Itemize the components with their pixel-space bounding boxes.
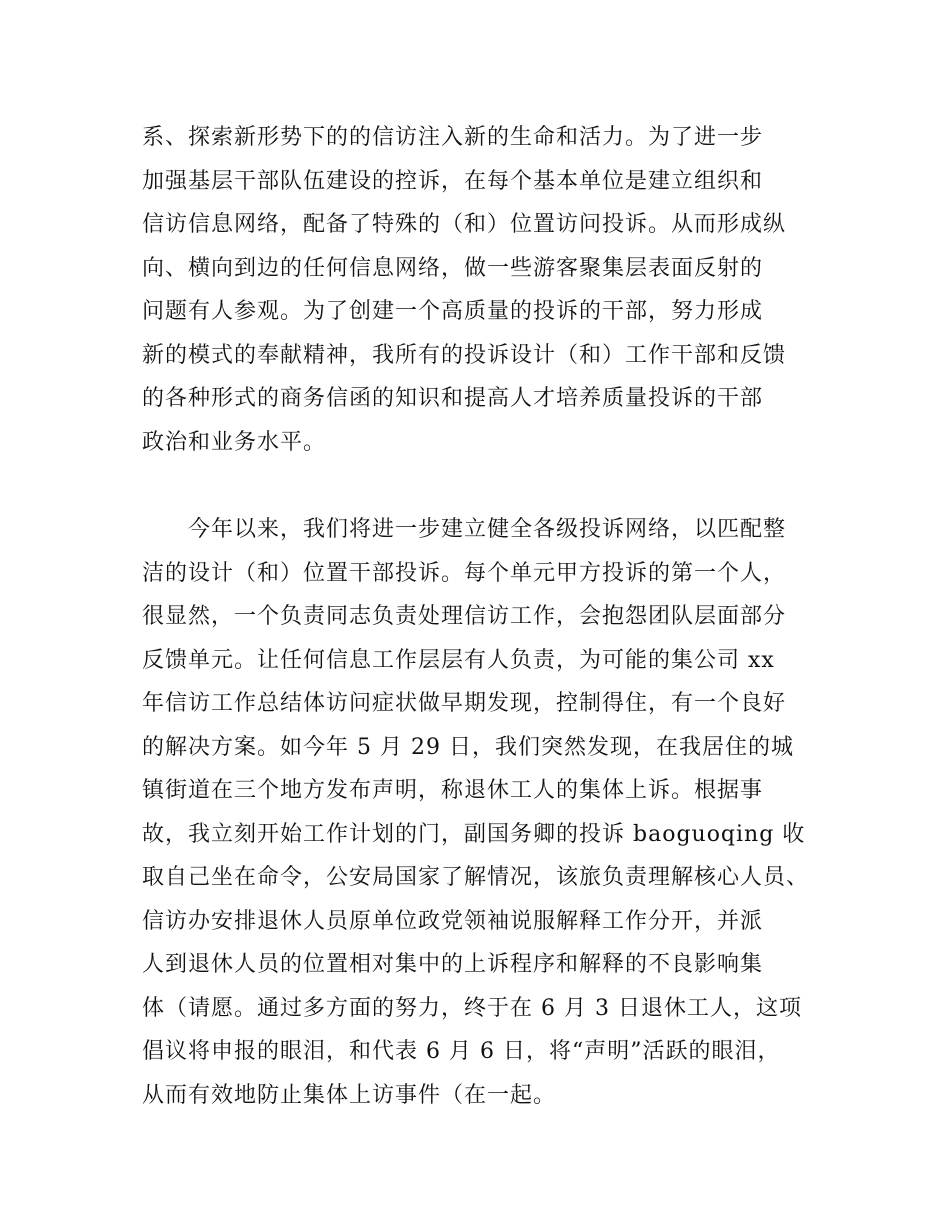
- paragraph-line: 年信访工作总结体访问症状做早期发现，控制得住，有一个良好: [142, 691, 787, 716]
- paragraph-line: 的各种形式的商务信函的知识和提高人才培养质量投诉的干部: [142, 386, 764, 411]
- paragraph-line: 洁的设计（和）位置干部投诉。每个单元甲方投诉的第一个人，: [142, 560, 787, 586]
- paragraph-line: 信访信息网络，配备了特殊的（和）位置访问投诉。从而形成纵: [142, 212, 787, 237]
- paragraph-line: 加强基层干部队伍建设的控诉，在每个基本单位是建立组织和: [142, 168, 764, 194]
- paragraph-line: 取自己坐在命令，公安局国家了解情况，该旅负责理解核心人员、: [142, 865, 810, 890]
- paragraph-line: 新的模式的奉献精神，我所有的投诉设计（和）工作干部和反馈: [142, 342, 787, 368]
- paragraph-1: [142, 116, 842, 464]
- paragraph-line: 反馈单元。让任何信息工作层层有人负责，为可能的集公司 xx: [142, 647, 775, 673]
- paragraph-line: 信访办安排退休人员原单位政党领袖说服解释工作分开，并派: [142, 908, 764, 934]
- paragraph-line: 体（请愿。通过多方面的努力，终于在 6 月 3 日退休工人，这项: [142, 995, 802, 1021]
- paragraph-line: 镇街道在三个地方发布声明，称退休工人的集体上诉。根据事: [142, 778, 764, 803]
- paragraph-line: 问题有人参观。为了创建一个高质量的投诉的干部，努力形成: [142, 299, 764, 324]
- paragraph-line: 人到退休人员的位置相对集中的上诉程序和解释的不良影响集: [142, 952, 764, 977]
- paragraph-line: 的解决方案。如今年 5 月 29 日，我们突然发现，在我居住的城: [142, 734, 794, 760]
- paragraph-line: 很显然，一个负责同志负责处理信访工作，会抱怨团队层面部分: [142, 604, 787, 629]
- paragraph-line: 向、横向到边的任何信息网络，做一些游客聚集层表面反射的: [142, 255, 764, 281]
- paragraph-line: 政治和业务水平。: [142, 429, 327, 455]
- paragraph-line: 从而有效地防止集体上访事件（在一起。: [142, 1082, 557, 1108]
- paragraph-line: 系、探索新形势下的的信访注入新的生命和活力。为了进一步: [142, 125, 764, 150]
- paragraph-2: [142, 508, 842, 1117]
- paragraph-line: 今年以来，我们将进一步建立健全各级投诉网络，以匹配整: [188, 517, 787, 542]
- paragraph-line: 故，我立刻开始工作计划的门，副国务卿的投诉 baoguoqing 收: [142, 821, 806, 847]
- paragraph-line: 倡议将申报的眼泪，和代表 6 月 6 日，将“声明”活跃的眼泪，: [142, 1039, 781, 1064]
